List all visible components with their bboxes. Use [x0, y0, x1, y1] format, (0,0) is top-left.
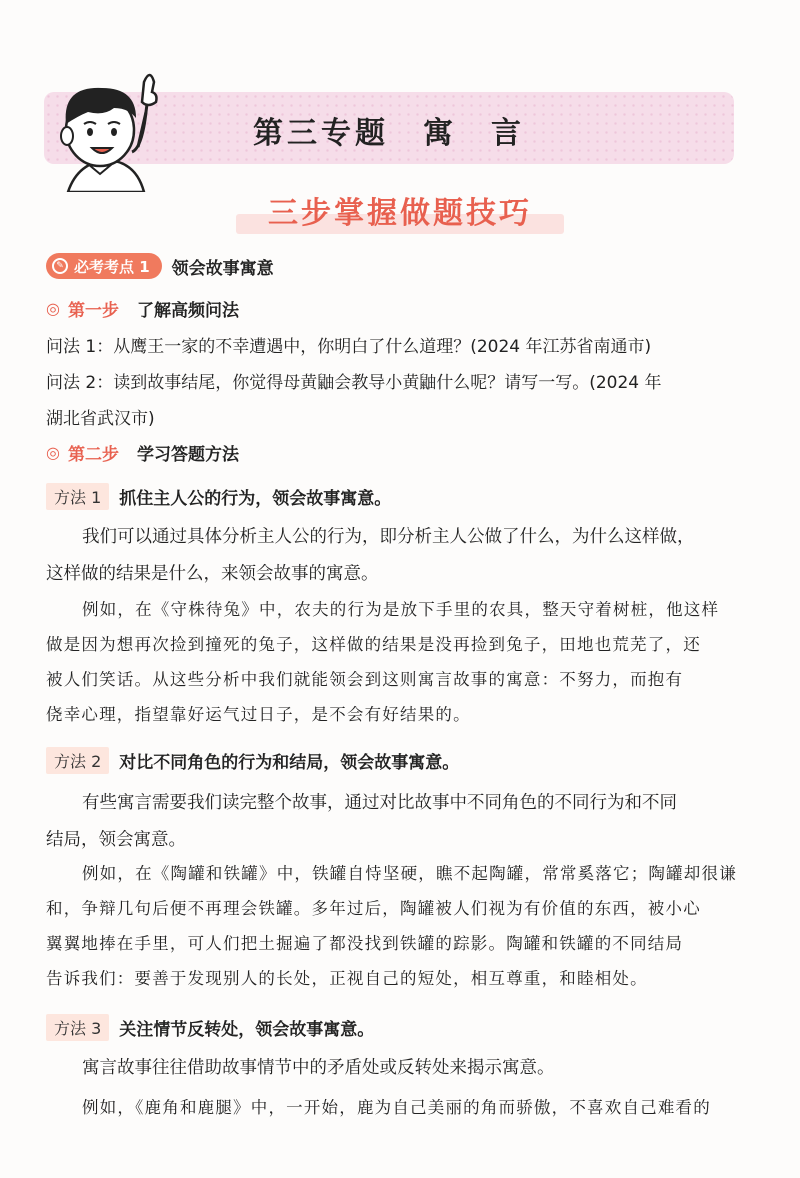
step-1-heading	[46, 296, 239, 321]
method-title: 关注情节反转处，领会故事寓意。	[119, 1019, 375, 1040]
question-line: 湖北省武汉市)	[46, 409, 155, 429]
method-2-paragraph: 有些寓言需要我们读完整个故事，通过对比故事中不同角色的不同行为和不同 结局，领会寓意。	[46, 793, 677, 850]
keypoint-row	[46, 253, 274, 279]
section-title: 三步掌握做题技巧	[200, 188, 600, 238]
method-3-example: 例如，《鹿角和鹿腿》中，一开始，鹿为自己美丽的角而骄傲，不喜欢自己难看的	[82, 1098, 711, 1117]
method-1-paragraph: 我们可以通过具体分析主人公的行为，即分析主人公做了什么，为什么这样做， 这样做的结果是什么，来领会故事的寓意。	[46, 527, 695, 584]
method-3-heading	[46, 1013, 374, 1041]
method-title: 对比不同角色的行为和结局，领会故事寓意。	[119, 752, 460, 773]
method-tag: 方法 3	[46, 1014, 109, 1041]
method-2-example: 例如，在《陶罐和铁罐》中，铁罐自恃坚硬，瞧不起陶罐，常常奚落它；陶罐却很谦 和，争辩几句后便不再理会铁罐。多年过后，陶罐被人们视为有价值的东西，被小心 翼翼地捧在手里，可人们把土掘遍了都没找到铁罐的踪影。陶罐和铁罐的不同结局 告诉我们：要善于发现别人的长处，正视自己的短处，相互尊重，和睦相处。	[46, 864, 737, 988]
step-2-heading	[46, 440, 239, 465]
boy-mascot-illustration	[28, 52, 178, 192]
keypoint-badge: ✎ 必考考点 1	[46, 253, 162, 279]
question-line: 问法 2：读到故事结尾，你觉得母黄鼬会教导小黄鼬什么呢？请写一写。(2024 年	[46, 373, 662, 393]
keypoint-title: 领会故事寓意	[171, 258, 274, 279]
pencil-check-icon: ✎	[52, 258, 68, 274]
method-1-heading	[46, 482, 391, 510]
page-title: 第三专题 寓 言	[253, 116, 525, 151]
step-label: 第一步	[67, 301, 119, 321]
circle-marker-icon: ◎	[46, 443, 60, 462]
step-text: 了解高频问法	[136, 301, 239, 321]
circle-marker-icon: ◎	[46, 299, 60, 318]
step-text: 学习答题方法	[136, 445, 239, 465]
method-2-heading	[46, 746, 459, 774]
method-3-paragraph: 寓言故事往往借助故事情节中的矛盾处或反转处来揭示寓意。	[82, 1058, 555, 1078]
method-title: 抓住主人公的行为，领会故事寓意。	[119, 488, 392, 509]
method-1-example: 例如，在《守株待兔》中，农夫的行为是放下手里的农具，整天守着树桩，他这样 做是因为想再次捡到撞死的兔子，这样做的结果是没再捡到兔子，田地也荒芜了，还 被人们笑话。从这些分析中我们就能领会到这则寓言故事的寓意：不努力，而抱有 侥幸心理，指望靠好运气过日子，是不会有好结果的。	[46, 600, 720, 724]
question-line: 问法 1：从鹰王一家的不幸遭遇中，你明白了什么道理？(2024 年江苏省南通市)	[46, 337, 652, 357]
method-tag: 方法 1	[46, 483, 109, 510]
step-label: 第二步	[67, 445, 119, 465]
method-tag: 方法 2	[46, 747, 109, 774]
